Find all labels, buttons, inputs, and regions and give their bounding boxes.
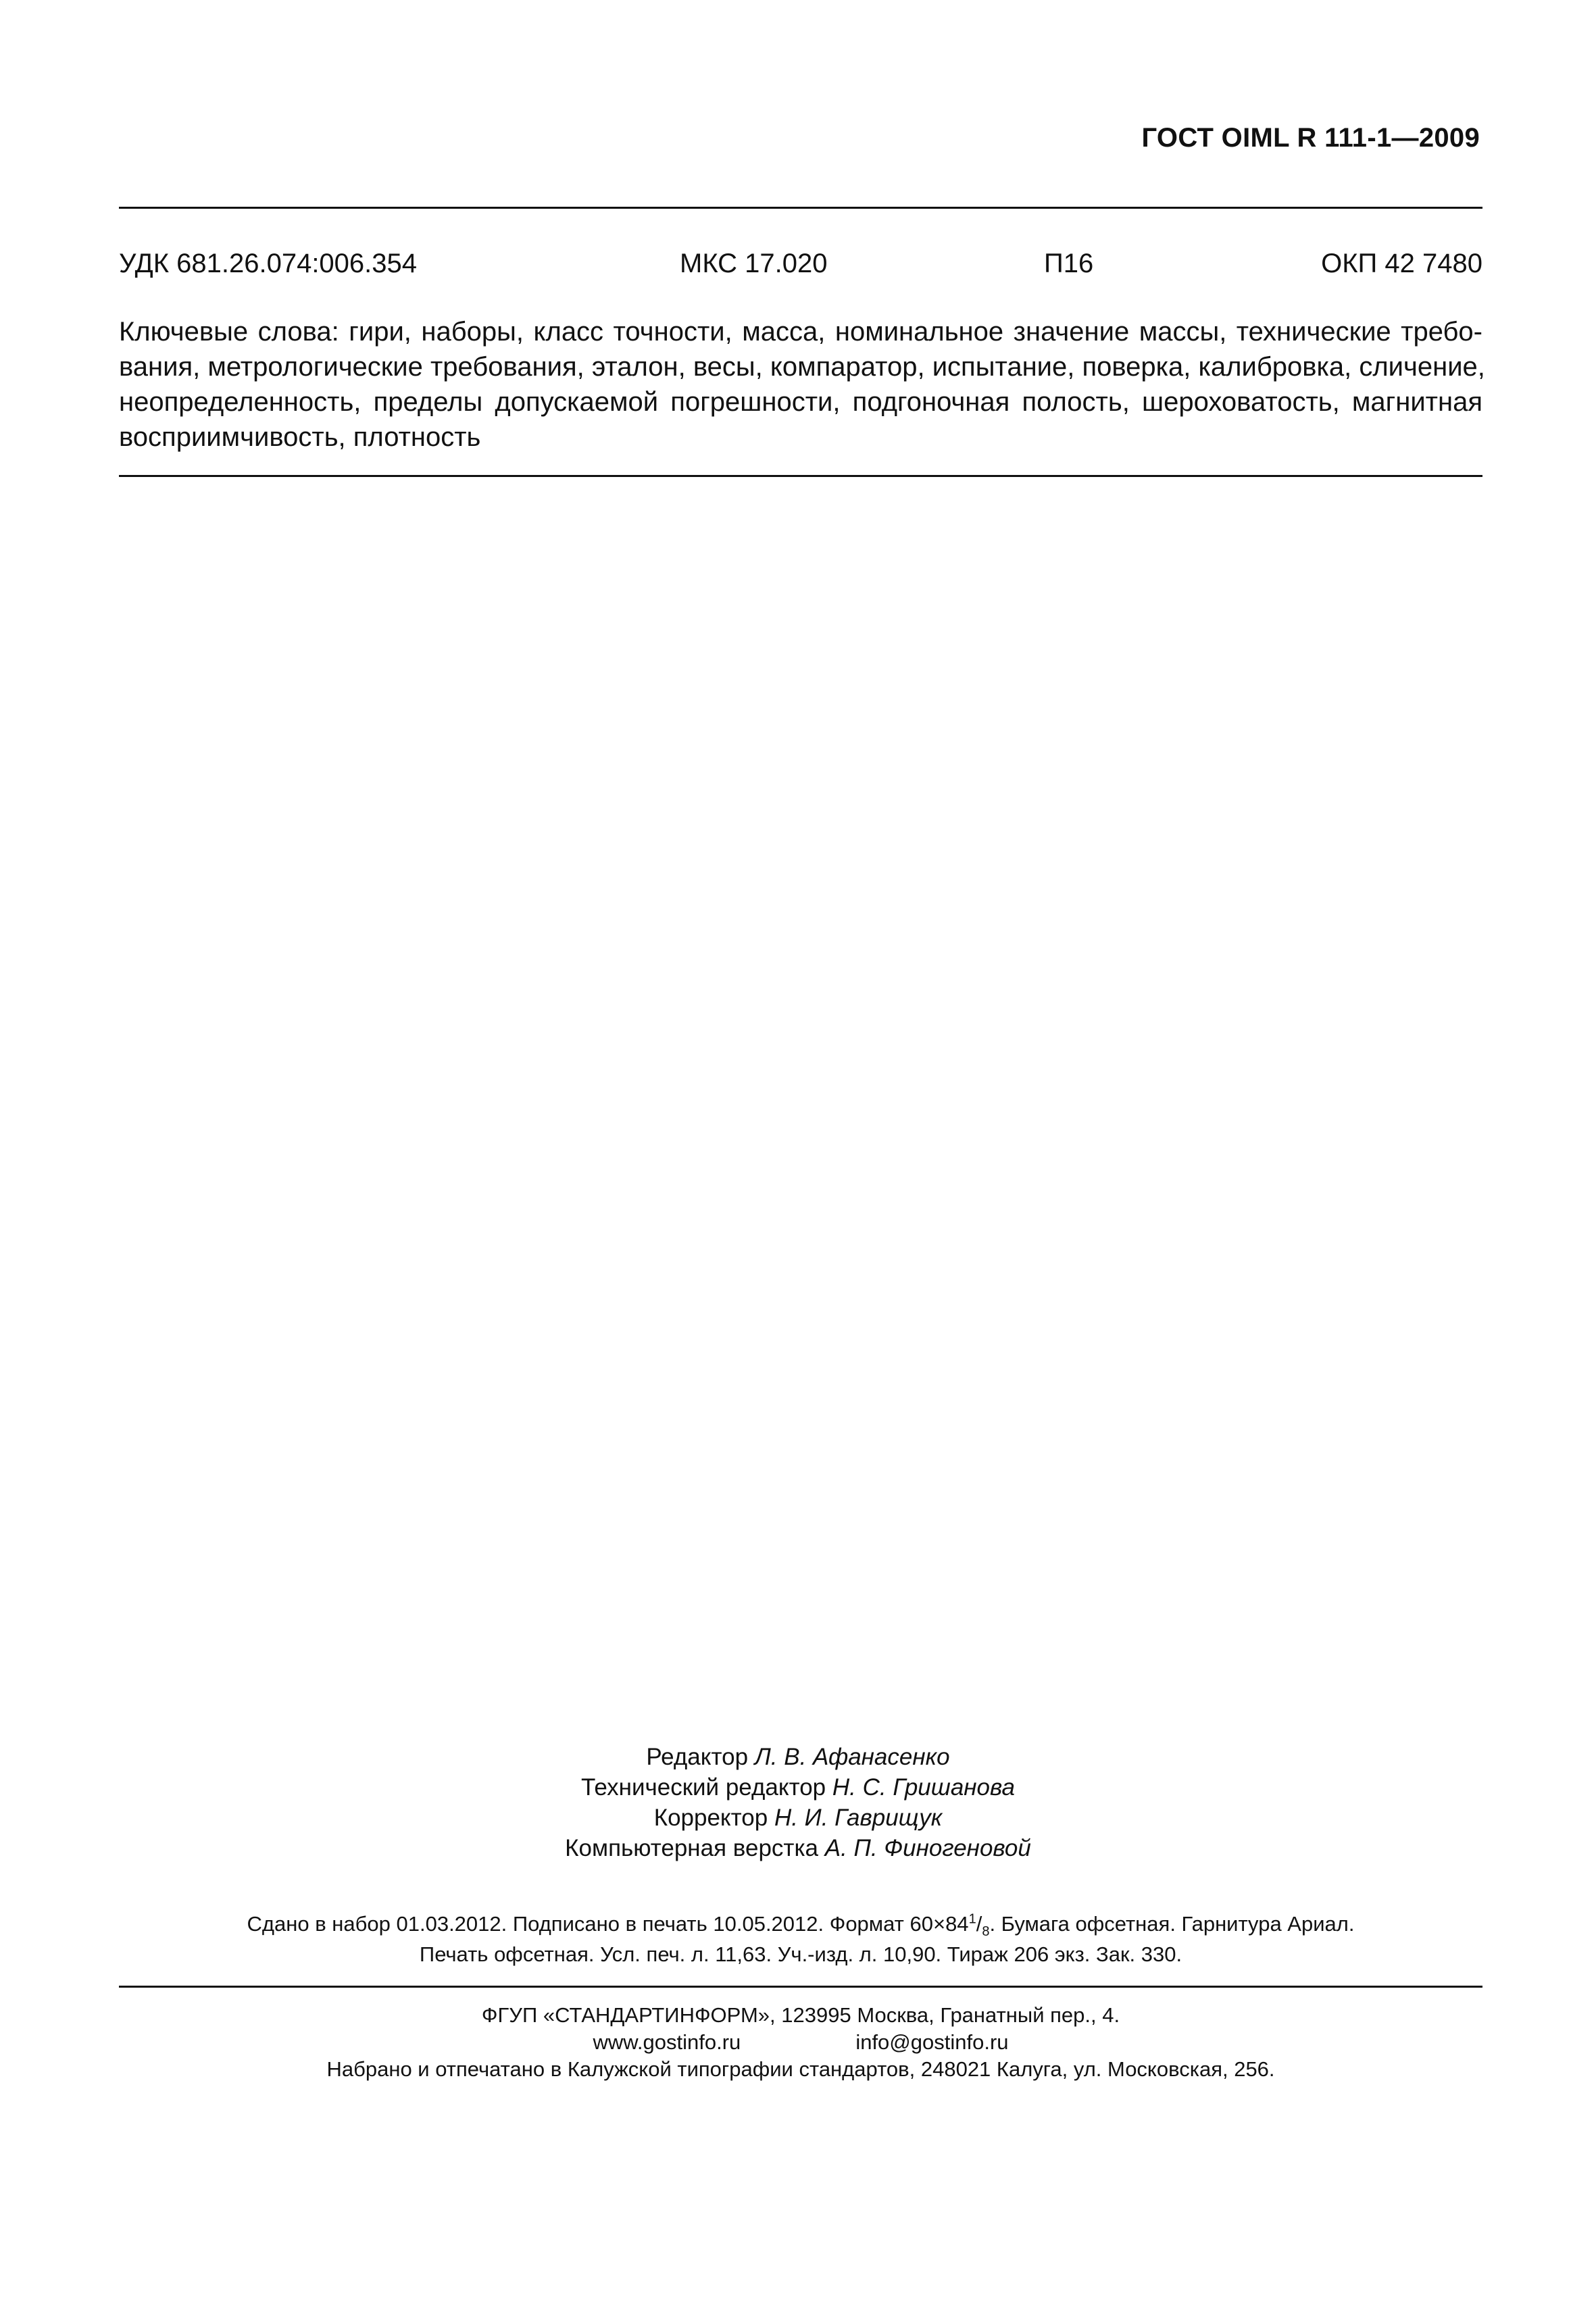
publisher-block xyxy=(119,2002,1482,2083)
keywords-line: вания, метрологические требования, эталон, весы, компаратор, испытание, поверка, калибровка, сличение, xyxy=(119,352,1485,382)
credit-role: Компьютерная верстка xyxy=(565,1835,818,1861)
imprint-text: Сдано в набор 01.03.2012. Подписано в печать 10.05.2012. Формат 60×84 xyxy=(247,1912,969,1936)
top-divider xyxy=(119,207,1482,209)
credit-role: Редактор xyxy=(646,1744,749,1770)
format-fraction: $^1/_8$ xyxy=(968,1911,990,1940)
publisher-website: www.gostinfo.ru xyxy=(593,2030,741,2054)
credit-editor xyxy=(0,1742,1596,1772)
imprint-text: . Бумага офсетная. Гарнитура Ариал. xyxy=(989,1912,1355,1936)
credit-name: Н. И. Гаврищук xyxy=(774,1805,943,1831)
classification-codes xyxy=(119,249,1482,282)
credit-layout xyxy=(0,1833,1596,1863)
keywords-divider xyxy=(119,475,1482,477)
mks-code: МКС 17.020 xyxy=(680,249,828,278)
format-denominator: 8 xyxy=(982,1924,990,1940)
keywords-paragraph xyxy=(119,314,1485,455)
printing-house: Набрано и отпечатано в Калужской типографии стандартов, 248021 Калуга, ул. Московская, 256. xyxy=(326,2057,1275,2081)
credit-proofreader xyxy=(0,1803,1596,1833)
publisher-email: info@gostinfo.ru xyxy=(855,2030,1009,2054)
publisher-contacts xyxy=(119,2029,1482,2056)
publisher-address: ФГУП «СТАНДАРТИНФОРМ», 123995 Москва, Гранатный пер., 4. xyxy=(481,2003,1120,2027)
credit-name: Н. С. Гришанова xyxy=(832,1774,1015,1801)
keywords-line: Ключевые слова: гири, наборы, класс точности, масса, номинальное значение массы, технические требо- xyxy=(119,317,1482,347)
credit-name: А. П. Финогеновой xyxy=(824,1835,1031,1861)
credit-role: Корректор xyxy=(653,1805,768,1831)
format-numerator: 1 xyxy=(968,1911,976,1927)
udc-code: УДК 681.26.074:006.354 xyxy=(119,249,418,278)
print-imprint xyxy=(119,1909,1482,1969)
okp-code: ОКП 42 7480 xyxy=(1321,249,1482,278)
credit-technical-editor xyxy=(0,1772,1596,1803)
imprint-line-2: Печать офсетная. Усл. печ. л. 11,63. Уч.-изд. л. 10,90. Тираж 206 экз. Зак. 330. xyxy=(419,1942,1182,1966)
credit-name: Л. В. Афанасенко xyxy=(754,1744,950,1770)
keywords-line: неопределенность, пределы допускаемой погрешности, подгоночная полость, шероховатость, магнитная xyxy=(119,387,1482,417)
standard-code: ГОСТ OIML R 111-1—2009 xyxy=(1141,123,1480,153)
credits-block xyxy=(0,1742,1596,1863)
group-code: П16 xyxy=(1044,249,1094,278)
credit-role: Технический редактор xyxy=(581,1774,826,1801)
keywords-line: восприимчивость, плотность xyxy=(119,422,481,452)
imprint-divider xyxy=(119,1986,1482,1988)
imprint-line-1 xyxy=(119,1909,1482,1939)
